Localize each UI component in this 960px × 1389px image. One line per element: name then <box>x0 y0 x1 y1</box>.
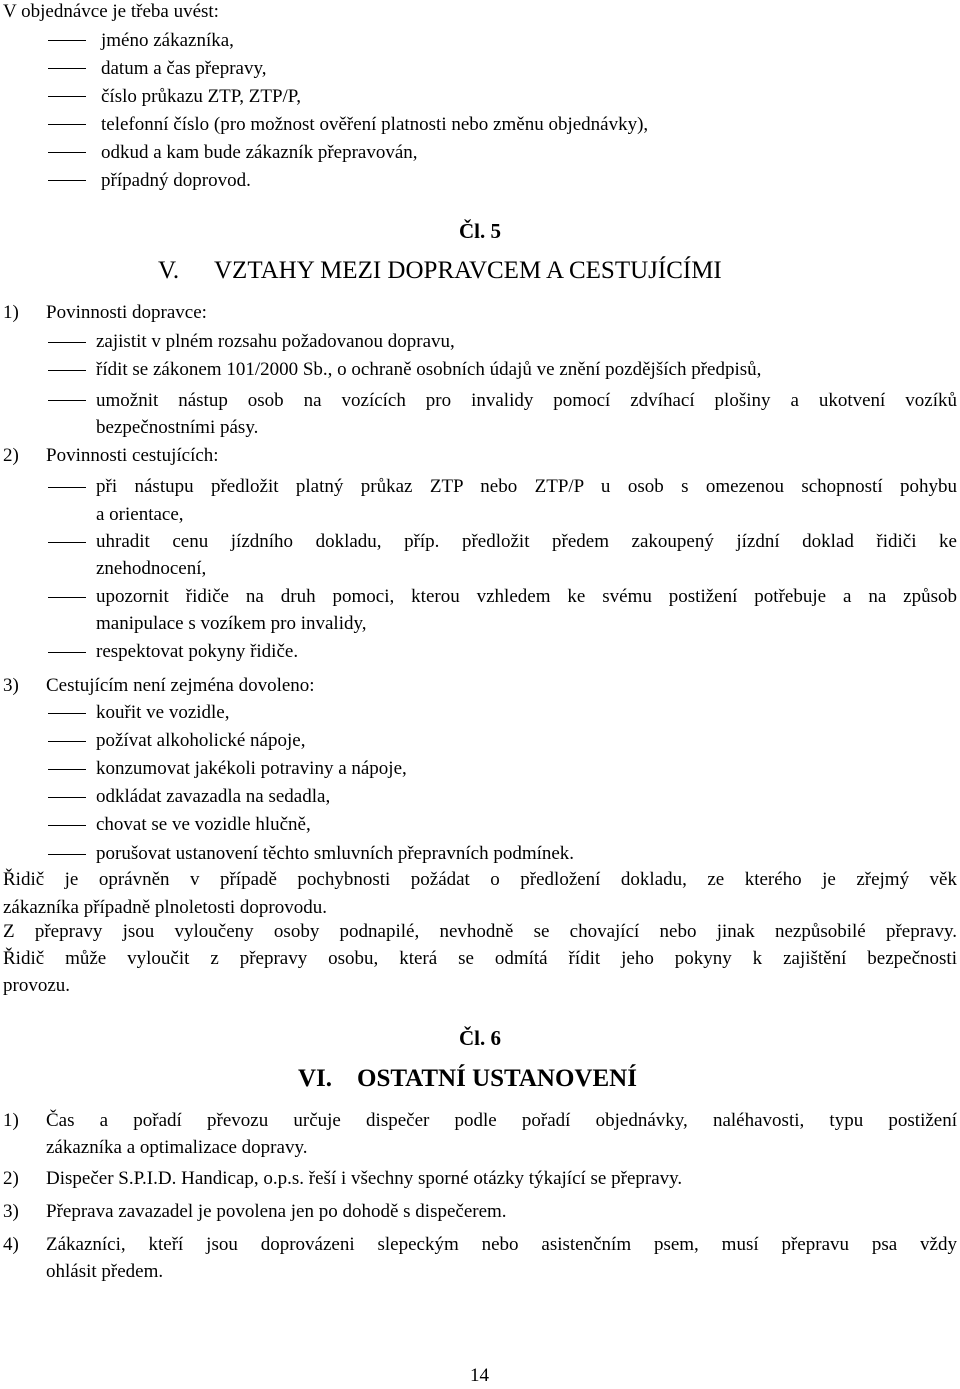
paragraph-number: 2) <box>3 1168 19 1189</box>
paragraph-title: Povinnosti cestujících: <box>46 445 219 466</box>
list-item-continuation: a orientace, <box>96 504 184 525</box>
list-item-continuation: manipulace s vozíkem pro invalidy, <box>96 613 367 634</box>
section-title: VZTAHY MEZI DOPRAVCEM A CESTUJÍCÍMI <box>214 257 722 284</box>
numbered-item-line: ohlásit předem. <box>46 1261 164 1282</box>
list-dash <box>48 68 86 69</box>
body-paragraph-line: Řidič může vyloučit z přepravy osobu, která se odmítá řídit jeho pokyny k zajištění bezpečnosti <box>3 948 957 969</box>
numbered-item-line: Čas a pořadí převozu určuje dispečer podle pořadí objednávky, naléhavosti, typu postižení <box>46 1110 957 1131</box>
paragraph-number: 4) <box>3 1234 19 1255</box>
list-item: při nástupu předložit platný průkaz ZTP nebo ZTP/P u osob s omezenou schopností pohybu <box>96 476 957 497</box>
order-item: datum a čas přepravy, <box>101 58 267 79</box>
order-item: případný doprovod. <box>101 170 251 191</box>
article-label: Čl. 6 <box>459 1026 501 1050</box>
list-item: požívat alkoholické nápoje, <box>96 730 306 751</box>
paragraph-number: 1) <box>3 1110 19 1131</box>
numbered-item-line: zákazníka a optimalizace dopravy. <box>46 1137 308 1158</box>
list-item: zajistit v plném rozsahu požadovanou dopravu, <box>96 331 455 352</box>
section-title: OSTATNÍ USTANOVENÍ <box>357 1065 637 1092</box>
list-dash <box>48 487 86 488</box>
section-numeral: V. <box>158 257 180 284</box>
paragraph-number: 3) <box>3 1201 19 1222</box>
body-paragraph-line: Z přepravy jsou vyloučeny osoby podnapilé, nevhodně se chovající nebo jinak nezpůsobilé přepravy. <box>3 921 957 942</box>
list-dash <box>48 797 86 798</box>
intro-text: V objednávce je třeba uvést: <box>3 1 219 22</box>
list-dash <box>48 96 86 97</box>
list-item-continuation: znehodnocení, <box>96 558 207 579</box>
list-dash <box>48 713 86 714</box>
list-dash <box>48 741 86 742</box>
section-numeral: VI. <box>298 1065 333 1092</box>
list-item-continuation: bezpečnostními pásy. <box>96 417 259 438</box>
list-item: uhradit cenu jízdního dokladu, příp. předložit předem zakoupený jízdní doklad řidiči ke <box>96 531 957 552</box>
paragraph-number: 1) <box>3 302 19 323</box>
list-dash <box>48 652 86 653</box>
list-dash <box>48 769 86 770</box>
numbered-item-line: Dispečer S.P.I.D. Handicap, o.p.s. řeší i všechny sporné otázky týkající se přepravy. <box>46 1168 683 1189</box>
list-item: odkládat zavazadla na sedadla, <box>96 786 331 807</box>
order-item: jméno zákazníka, <box>101 30 234 51</box>
order-item: číslo průkazu ZTP, ZTP/P, <box>101 86 302 107</box>
body-paragraph-line: zákazníka případně plnoletosti doprovodu. <box>3 897 327 918</box>
paragraph-title: Povinnosti dopravce: <box>46 302 207 323</box>
paragraph-title: Cestujícím není zejména dovoleno: <box>46 675 315 696</box>
list-dash <box>48 342 86 343</box>
order-item: odkud a kam bude zákazník přepravován, <box>101 142 418 163</box>
article-label: Čl. 5 <box>459 219 501 243</box>
list-dash <box>48 854 86 855</box>
list-item: řídit se zákonem 101/2000 Sb., o ochraně osobních údajů ve znění pozdějších předpisů, <box>96 359 762 380</box>
paragraph-number: 3) <box>3 675 19 696</box>
list-dash <box>48 542 86 543</box>
numbered-item-line: Zákazníci, kteří jsou doprovázeni slepeckým nebo asistenčním psem, musí přepravu psa vždy <box>46 1234 957 1255</box>
list-dash <box>48 597 86 598</box>
body-paragraph-line: provozu. <box>3 975 71 996</box>
list-item: porušovat ustanovení těchto smluvních přepravních podmínek. <box>96 843 575 864</box>
paragraph-number: 2) <box>3 445 19 466</box>
list-item: upozornit řidiče na druh pomoci, kterou vzhledem ke svému postižení potřebuje a na způsob <box>96 586 957 607</box>
list-item: kouřit ve vozidle, <box>96 702 230 723</box>
list-item: chovat se ve vozidle hlučně, <box>96 814 311 835</box>
list-dash <box>48 370 86 371</box>
body-paragraph-line: Řidič je oprávněn v případě pochybnosti požádat o předložení dokladu, ze kterého je zřejmý věk <box>3 869 957 890</box>
list-item: umožnit nástup osob na vozících pro invalidy pomocí zdvíhací plošiny a ukotvení vozíků <box>96 390 957 411</box>
order-item: telefonní číslo (pro možnost ověření platnosti nebo změnu objednávky), <box>101 114 649 135</box>
list-dash <box>48 40 86 41</box>
list-dash <box>48 400 86 401</box>
list-item: konzumovat jakékoli potraviny a nápoje, <box>96 758 407 779</box>
list-dash <box>48 152 86 153</box>
list-dash <box>48 124 86 125</box>
list-dash <box>48 825 86 826</box>
page-number: 14 <box>470 1365 489 1386</box>
numbered-item-line: Přeprava zavazadel je povolena jen po dohodě s dispečerem. <box>46 1201 507 1222</box>
list-item: respektovat pokyny řidiče. <box>96 641 299 662</box>
list-dash <box>48 180 86 181</box>
